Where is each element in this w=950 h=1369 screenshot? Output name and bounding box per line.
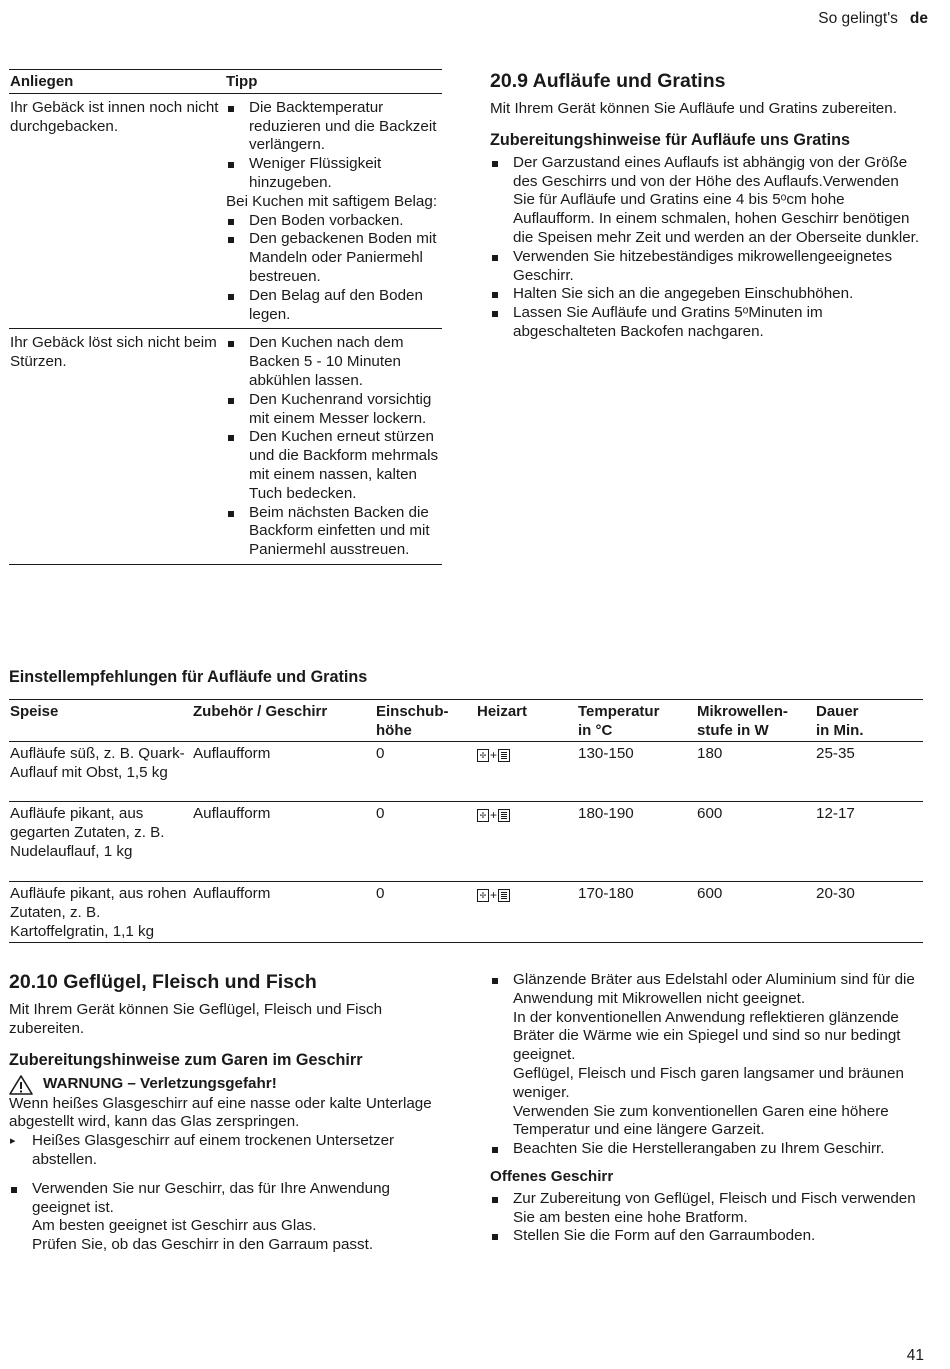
mw-cell: 600 [696, 882, 815, 943]
col-heat: Heizart [476, 700, 577, 742]
settings-title: Einstellempfehlungen für Aufläufe und Gratins [9, 668, 368, 686]
section-20-10 [9, 971, 442, 1255]
table-row [9, 93, 442, 329]
accessory-cell: Auflaufform [192, 802, 375, 882]
settings-table [9, 699, 923, 943]
hot-air-plus-microwave-icon: ✢ + [477, 889, 510, 902]
tip-cell [225, 329, 442, 565]
table-row [9, 742, 923, 802]
dish-cell: Aufläufe süß, z. B. Quark-Auflauf mit Obst, 1,5 kg [9, 742, 192, 802]
hint-list [9, 1180, 442, 1255]
temp-cell: 180-190 [577, 802, 696, 882]
col-temp: Temperatur in °C [577, 700, 696, 742]
tip-list [226, 212, 442, 325]
time-cell: 25-35 [815, 742, 923, 802]
list-item: Zur Zubereitung von Geflügel, Fleisch und Fisch verwenden Sie am besten eine hohe Bratform. [490, 1190, 922, 1228]
header-section: So gelingt's [818, 10, 898, 27]
tip-table-header [9, 70, 442, 94]
tip-cell [225, 93, 442, 329]
list-item: Den gebackenen Boden mit Mandeln oder Paniermehl bestreuen. [226, 230, 442, 286]
heat-cell [476, 882, 577, 943]
level-cell: 0 [375, 742, 476, 802]
issue-cell: Ihr Gebäck ist innen noch nicht durchgebacken. [9, 93, 225, 329]
warning-heading [9, 1075, 442, 1095]
mw-cell: 180 [696, 742, 815, 802]
dish-cell: Aufläufe pikant, aus gegarten Zutaten, z. B. Nudelauflauf, 1 kg [9, 802, 192, 882]
warning-actions [9, 1132, 442, 1170]
section-20-9 [490, 70, 922, 342]
list-item: Der Garzustand eines Auflaufs ist abhängig von der Größe des Geschirrs und von der Höhe des Auflaufs.Verwenden Sie für Aufläufe und Gratins eine 4 bis 5ᵒcm hohe Auflaufform. In einem schmalen, hohen Geschirr benötigen die Speisen mehr Zeit und werden an der Oberseite dunkler. [490, 154, 922, 248]
list-item: Den Belag auf den Boden legen. [226, 287, 442, 325]
tip-table [9, 69, 442, 565]
list-item: Verwenden Sie nur Geschirr, das für Ihre Anwendung geeignet ist. Am besten geeignet ist Geschirr aus Glas. Prüfen Sie, ob das Geschirr in den Garraum passt. [9, 1180, 442, 1255]
col-mw: Mikrowellen- stufe in W [696, 700, 815, 742]
mw-cell: 600 [696, 802, 815, 882]
section-intro: Mit Ihrem Gerät können Sie Aufläufe und Gratins zubereiten. [490, 100, 897, 117]
list-item: Den Kuchen erneut stürzen und die Backform mehrmals mit einem nassen, kalten Tuch bedecken. [226, 428, 442, 503]
level-cell: 0 [375, 882, 476, 943]
open-dish-list [490, 1190, 922, 1246]
accessory-cell: Auflaufform [192, 882, 375, 943]
col-dish: Speise [9, 700, 192, 742]
list-item: Halten Sie sich an die angegeben Einschubhöhen. [490, 285, 922, 304]
table-row [9, 802, 923, 882]
warning-title: WARNUNG – Verletzungsgefahr! [43, 1075, 277, 1093]
hot-air-plus-microwave-icon: ✢ + [477, 749, 510, 762]
col-level: Einschub- höhe [375, 700, 476, 742]
section-20-10-continued [490, 971, 922, 1246]
hint-list [490, 971, 922, 1159]
header-language: de [909, 10, 928, 27]
tip-col-tip: Tipp [225, 70, 442, 94]
temp-cell: 170-180 [577, 882, 696, 943]
section-subtitle: Zubereitungshinweise für Aufläufe uns Gratins [490, 130, 851, 149]
list-item: Lassen Sie Aufläufe und Gratins 5ᵒMinuten im abgeschalteten Backofen nachgaren. [490, 304, 922, 342]
list-item: Stellen Sie die Form auf den Garraumboden. [490, 1227, 922, 1246]
accessory-cell: Auflaufform [192, 742, 375, 802]
col-accessory: Zubehör / Geschirr [192, 700, 375, 742]
tip-note: Bei Kuchen mit saftigem Belag: [226, 192, 438, 210]
section-subtitle: Zubereitungshinweise zum Garen im Geschirr [9, 1050, 363, 1069]
heat-cell [476, 802, 577, 882]
dish-cell: Aufläufe pikant, aus rohen Zutaten, z. B. Kartoffelgratin, 1,1 kg [9, 882, 192, 943]
list-item: Den Kuchenrand vorsichtig mit einem Messer lockern. [226, 391, 442, 429]
table-row [9, 882, 923, 943]
hint-list [490, 154, 922, 342]
list-item: Beachten Sie die Herstellerangaben zu Ihrem Geschirr. [490, 1140, 922, 1159]
list-item: Verwenden Sie hitzebeständiges mikrowellengeeignetes Geschirr. [490, 248, 922, 286]
tip-list [226, 334, 442, 560]
list-item: Beim nächsten Backen die Backform einfetten und mit Paniermehl ausstreuen. [226, 504, 442, 560]
page-number: 41 [906, 1347, 924, 1364]
hot-air-plus-microwave-icon: ✢ + [477, 809, 510, 822]
temp-cell: 130-150 [577, 742, 696, 802]
tip-list [226, 99, 442, 193]
open-dish-title: Offenes Geschirr [490, 1167, 614, 1185]
settings-table-header [9, 700, 923, 742]
list-item: Glänzende Bräter aus Edelstahl oder Aluminium sind für die Anwendung mit Mikrowellen nicht geeignet. In der konventionellen Anwendung reflektieren glänzende Bräter die Wärme wie ein Spiegel und sind so nur bedingt geeignet. Geflügel, Fleisch und Fisch garen langsamer und bräunen weniger. Verwenden Sie zum konventionellen Garen eine höhere Temperatur und eine längere Garzeit. [490, 971, 922, 1140]
list-item: Den Kuchen nach dem Backen 5 - 10 Minuten abkühlen lassen. [226, 334, 442, 390]
list-item: Weniger Flüssigkeit hinzugeben. [226, 155, 442, 193]
issue-cell: Ihr Gebäck löst sich nicht beim Stürzen. [9, 329, 225, 565]
list-item: ▸ Heißes Glasgeschirr auf einem trockenen Untersetzer abstellen. [9, 1132, 442, 1170]
section-title: 20.10 Geflügel, Fleisch und Fisch [9, 971, 317, 993]
section-intro: Mit Ihrem Gerät können Sie Geflügel, Fleisch und Fisch zubereiten. [9, 1001, 383, 1037]
page-header [818, 10, 928, 29]
heat-cell [476, 742, 577, 802]
section-title: 20.9 Aufläufe und Gratins [490, 70, 726, 92]
list-item: Die Backtemperatur reduzieren und die Backzeit verlängern. [226, 99, 442, 155]
col-time: Dauer in Min. [815, 700, 923, 742]
tip-col-issue: Anliegen [9, 70, 225, 94]
list-item: Den Boden vorbacken. [226, 212, 442, 231]
table-row [9, 329, 442, 565]
time-cell: 20-30 [815, 882, 923, 943]
warning-text: Wenn heißes Glasgeschirr auf eine nasse oder kalte Unterlage abgestellt wird, kann das Glas zerspringen. [9, 1094, 432, 1131]
level-cell: 0 [375, 802, 476, 882]
warning-triangle-icon [9, 1075, 33, 1095]
time-cell: 12-17 [815, 802, 923, 882]
